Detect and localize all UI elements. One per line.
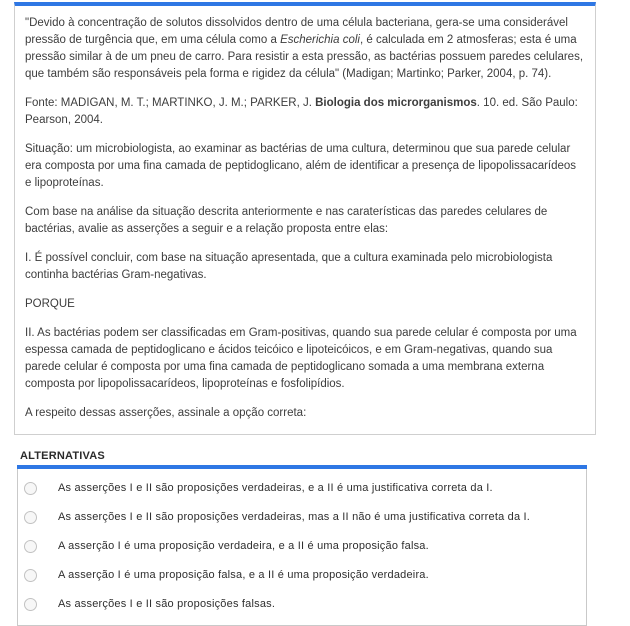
alternative-option-label[interactable]: As asserções I e II são proposições verdadeiras, mas a II não é uma justificativa correta da I.: [58, 511, 531, 523]
source-paragraph: [25, 95, 584, 129]
alternative-option-label[interactable]: A asserção I é uma proposição verdadeira, e a II é uma proposição falsa.: [58, 540, 429, 552]
quote-paragraph: [25, 15, 584, 83]
radio-button-icon[interactable]: [24, 511, 37, 524]
quote-text-part1: "Devido à concentração de solutos dissolvidos dentro de uma célula bacteriana, gera-se uma considerável pressão de turgência que, em uma célula como a: [25, 17, 568, 46]
source-text-part2: . 10. ed. São Paulo: Pearson, 2004.: [25, 97, 578, 126]
radio-button-icon[interactable]: [24, 598, 37, 611]
alternative-option-4[interactable]: [18, 561, 586, 590]
alternative-option-label[interactable]: A asserção I é uma proposição falsa, e a II é uma proposição verdadeira.: [58, 569, 429, 581]
assertion-1-paragraph: I. É possível concluir, com base na situação apresentada, que a cultura examinada pelo microbiologista continha bactérias Gram-negativas.: [25, 252, 553, 281]
alternatives-list: [17, 469, 587, 626]
instruction-paragraph: Com base na análise da situação descrita anteriormente e nas caraterísticas das paredes celulares de bactérias, avalie as asserções a seguir e a relação proposta entre elas:: [25, 206, 548, 235]
source-book-title: Biologia dos microrganismos: [315, 97, 477, 109]
alternative-option-2[interactable]: [18, 503, 586, 532]
source-text-part1: Fonte: MADIGAN, M. T.; MARTINKO, J. M.; PARKER, J.: [25, 97, 316, 109]
alternatives-heading: ALTERNATIVAS: [20, 450, 105, 462]
quote-text-part2: , é calculada em 2 atmosferas; esta é uma pressão similar à de um pneu de carro. Para resistir a esta pressão, as bactérias possuem paredes celulares, que também são responsáveis pela forma e rigidez da célula" (Madigan; Martinko; Parker, 2004, p. 74).: [25, 34, 584, 80]
quote-species-italic: Escherichia coli: [280, 34, 360, 46]
alternatives-section: [17, 450, 587, 626]
radio-button-icon[interactable]: [24, 540, 37, 553]
alternative-option-1[interactable]: [18, 474, 586, 503]
radio-button-icon[interactable]: [24, 569, 37, 582]
final-prompt-paragraph: A respeito dessas asserções, assinale a opção correta:: [25, 407, 307, 419]
alternative-option-3[interactable]: [18, 532, 586, 561]
alternative-option-label[interactable]: As asserções I e II são proposições falsas.: [58, 598, 276, 610]
alternative-option-5[interactable]: [18, 590, 586, 619]
assertion-2-paragraph: II. As bactérias podem ser classificadas em Gram-positivas, quando sua parede celular é composta por uma espessa camada de peptidoglicano e ácidos teicóico e lipoteicóicos, e em Gram-negativas, quando sua parede celular é composta por uma fina camada de peptidoglicano somada a uma membrana externa composta por lipopolissacarídeos, lipoproteínas e fosfolipídios.: [25, 327, 577, 390]
question-statement-box: [14, 2, 596, 435]
connector-paragraph: PORQUE: [25, 298, 75, 310]
radio-button-icon[interactable]: [24, 482, 37, 495]
alternative-option-label[interactable]: As asserções I e II são proposições verdadeiras, e a II é uma justificativa correta da I.: [58, 482, 493, 494]
situation-paragraph: Situação: um microbiologista, ao examinar as bactérias de uma cultura, determinou que sua parede celular era composta por uma fina camada de peptidoglicano, além de identificar a presença de lipopolissacarídeos e lipoproteínas.: [25, 143, 577, 189]
